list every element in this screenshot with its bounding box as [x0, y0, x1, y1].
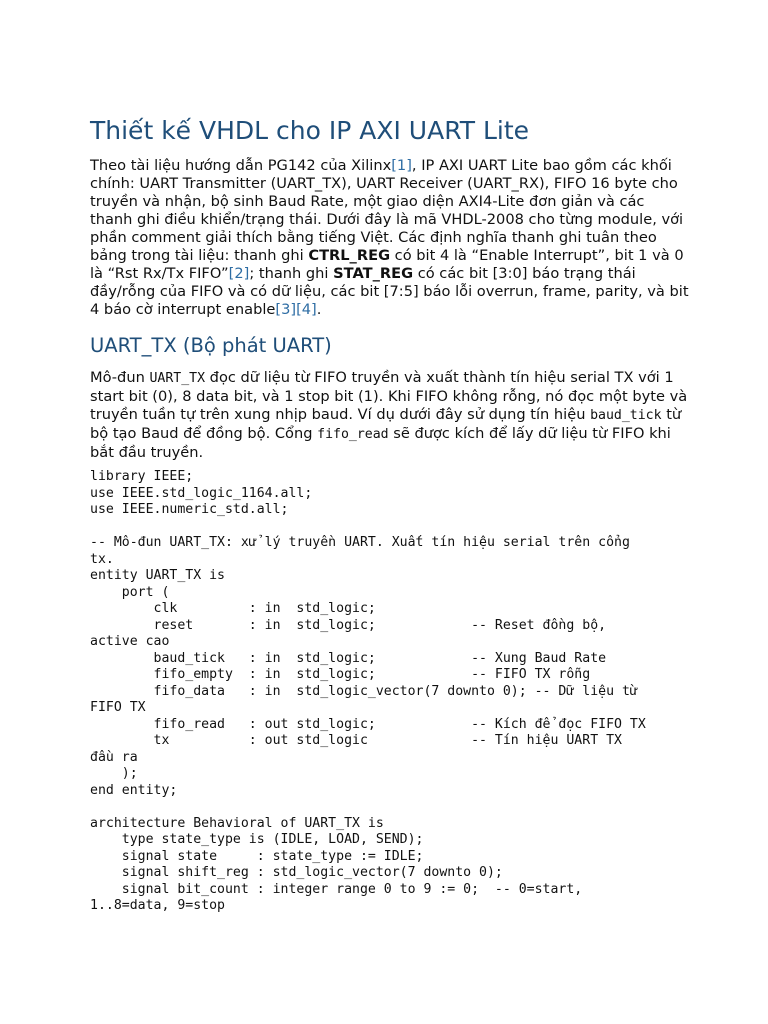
- citation-link-1[interactable]: [1]: [391, 157, 412, 174]
- stat-reg-term: STAT_REG: [333, 265, 414, 282]
- intro-text-3: có bit 4 là “Enable Interrupt”, bit 1 và 0 là “Rst Rx/Tx FIFO”: [90, 247, 684, 282]
- intro-paragraph: [90, 157, 690, 319]
- intro-text-5: có các bit [3:0] báo trạng thái đầy/rỗng của FIFO và có dữ liệu, các bit [7:5] báo lỗi overrun, frame, parity, và bit 4 báo cờ interrupt enable: [90, 265, 689, 318]
- intro-text-4: ; thanh ghi: [249, 265, 334, 282]
- vhdl-code-block: library IEEE; use IEEE.std_logic_1164.all; use IEEE.numeric_std.all; -- Mô-đun UART_TX: xử lý truyền UART. Xuất tín hiệu serial trên cổng tx. entity UART_TX is port ( clk : in std_logic; reset : in std_logic; -- Reset đồng bộ, active cao baud_tick : in std_logic; -- Xung Baud Rate fifo_empty : in std_logic; -- FIFO TX rỗng fifo_data : in std_logic_vector(7 downto 0); -- Dữ liệu từ FIFO TX fifo_read : out std_logic; -- Kích để đọc FIFO TX tx : out std_logic -- Tín hiệu UART TX đầu ra ); end entity; architecture Behavioral of UART_TX is type state_type is (IDLE, LOAD, SEND); signal state : state_type := IDLE; signal shift_reg : std_logic_vector(7 downto 0); signal bit_count : integer range 0 to 9 := 0; -- 0=start, 1..8=data, 9=stop: [90, 469, 646, 913]
- desc-text-1: Mô-đun: [90, 369, 150, 386]
- desc-text-2: đọc dữ liệu từ FIFO truyền và xuất thành tín hiệu serial TX với 1 start bit (0), 8 data bit, và 1 stop bit (1). Khi FIFO không rỗng, nó đọc một byte và truyền tuần tự trên xung nhịp baud. Ví dụ dưới đây sử dụng tín hiệu: [90, 369, 688, 423]
- desc-text-4: sẽ được kích để lấy dữ liệu từ FIFO khi bắt đầu truyền.: [90, 425, 671, 461]
- inline-code-baud-tick: baud_tick: [590, 408, 662, 423]
- document-title: Thiết kế VHDL cho IP AXI UART Lite: [90, 116, 530, 145]
- ctrl-reg-term: CTRL_REG: [308, 247, 391, 264]
- intro-text-1: Theo tài liệu hướng dẫn PG142 của Xilinx: [90, 157, 392, 174]
- desc-text-3: từ bộ tạo Baud để đồng bộ. Cổng: [90, 406, 682, 442]
- intro-text-6: .: [316, 301, 322, 318]
- intro-text-2: , IP AXI UART Lite bao gồm các khối chính: UART Transmitter (UART_TX), UART Receiver (UART_RX), FIFO 16 byte cho truyền và nhận, bộ sinh Baud Rate, một giao diện AXI4-Lite đơn giản và các thanh ghi điều khiển/trạng thái. Dưới đây là mã VHDL-2008 cho từng module, với phần comment giải thích bằng tiếng Việt. Các định nghĩa thanh ghi tuân theo bảng trong tài liệu: thanh ghi: [90, 157, 684, 264]
- section-heading-uart-tx: UART_TX (Bộ phát UART): [90, 334, 332, 357]
- citation-link-2[interactable]: [2]: [228, 265, 250, 282]
- uart-tx-description: [90, 369, 690, 462]
- citation-link-3-4[interactable]: [3][4]: [275, 301, 317, 318]
- inline-code-uart-tx: UART_TX: [149, 371, 206, 386]
- inline-code-fifo-read: fifo_read: [317, 427, 389, 442]
